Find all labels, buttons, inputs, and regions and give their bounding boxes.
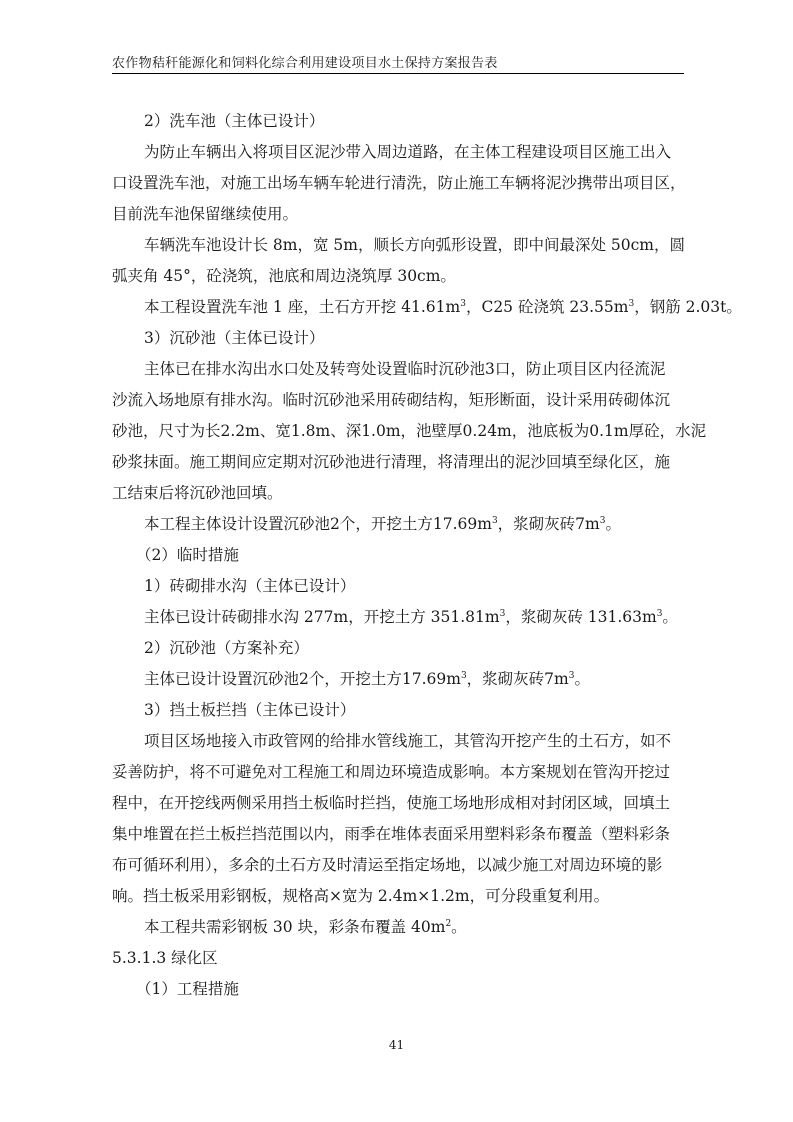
text-line: 2）洗车池（主体已设计）	[144, 112, 325, 130]
text-line: 3）挡土板拦挡（主体已设计）	[144, 701, 356, 719]
text-line: 沙流入场地原有排水沟。临时沉砂池采用砖砌结构，矩形断面，设计采用砖砌体沉	[112, 391, 671, 409]
page-header-title: 农作物秸秆能源化和饲料化综合利用建设项目水土保持方案报告表	[112, 56, 498, 71]
text-line: 程中，在开挖线两侧采用挡土板临时拦挡，使施工场地形成相对封闭区域，回填土	[112, 794, 671, 812]
text-line: 5.3.1.3 绿化区	[112, 949, 218, 967]
text-line: 2）沉砂池（方案补充）	[144, 639, 309, 657]
text-line: 车辆洗车池设计长 8m，宽 5m，顺长方向弧形设置，即中间最深处 50cm，圆	[144, 236, 686, 254]
text-line: 为防止车辆出入将项目区泥沙带入周边道路，在主体工程建设项目区施工出入	[144, 143, 672, 161]
text-line: 集中堆置在拦土板拦挡范围以内，雨季在堆体表面采用塑料彩条布覆盖（塑料彩条	[112, 825, 671, 843]
text-line: 口设置洗车池，对施工出场车辆车轮进行清洗，防止施工车辆将泥沙携带出项目区，	[112, 174, 686, 192]
text-line: 主体已在排水沟出水口处及转弯处设置临时沉砂池3口，防止项目区内径流泥	[144, 360, 666, 378]
text-line: 主体已设计砖砌排水沟 277m，开挖土方 $351.81m^3$，浆砌灰砖 $131.63m^3$。	[144, 608, 678, 626]
text-line: 布可循环利用），多余的土石方及时清运至指定场地，以减少施工对周边环境的影	[112, 856, 663, 874]
text-line: 本工程主体设计设置沉砂池2个，开挖土方$17.69m^3$，浆砌灰砖$7m^3$。	[144, 515, 621, 533]
text-line: 妥善防护，将不可避免对工程施工和周边环境造成影响。本方案规划在管沟开挖过	[112, 763, 671, 781]
page-number: 41	[388, 1038, 405, 1052]
text-line: 3）沉砂池（主体已设计）	[144, 329, 325, 347]
text-line: 砂池，尺寸为长2.2m、宽1.8m、深1.0m，池壁厚0.24m，池底板为0.1m厚砼，水泥	[112, 422, 707, 440]
text-line: 砂浆抹面。施工期间应定期对沉砂池进行清理，将清理出的泥沙回填至绿化区，施	[112, 453, 671, 471]
text-line: 本工程设置洗车池 1 座，土石方开挖 $41.61m^3$，C25 砼浇筑 $23.55m^3$，钢筋 2.03t。	[144, 298, 742, 316]
text-line: 目前洗车池保留继续使用。	[112, 205, 299, 223]
text-line: 工结束后将沉砂池回填。	[112, 484, 283, 502]
text-line: 项目区场地接入市政管网的给排水管线施工，其管沟开挖产生的土石方，如不	[144, 732, 672, 750]
text-line: 响。挡土板采用彩钢板，规格高×宽为 2.4m×1.2m，可分段重复利用。	[112, 887, 610, 905]
text-line: （2）临时措施	[136, 546, 239, 564]
text-line: 主体已设计设置沉砂池2个，开挖土方$17.69m^3$，浆砌灰砖$7m^3$。	[144, 670, 590, 688]
text-line: 弧夹角 45°，砼浇筑，池底和周边浇筑厚 30cm。	[112, 267, 456, 285]
document-body	[112, 106, 742, 1005]
text-line: （1）工程措施	[136, 980, 239, 998]
text-line: 本工程共需彩钢板 30 块，彩条布覆盖 $40m^2$。	[144, 918, 467, 936]
header-divider	[112, 73, 684, 74]
text-line: 1）砖砌排水沟（主体已设计）	[144, 577, 356, 595]
